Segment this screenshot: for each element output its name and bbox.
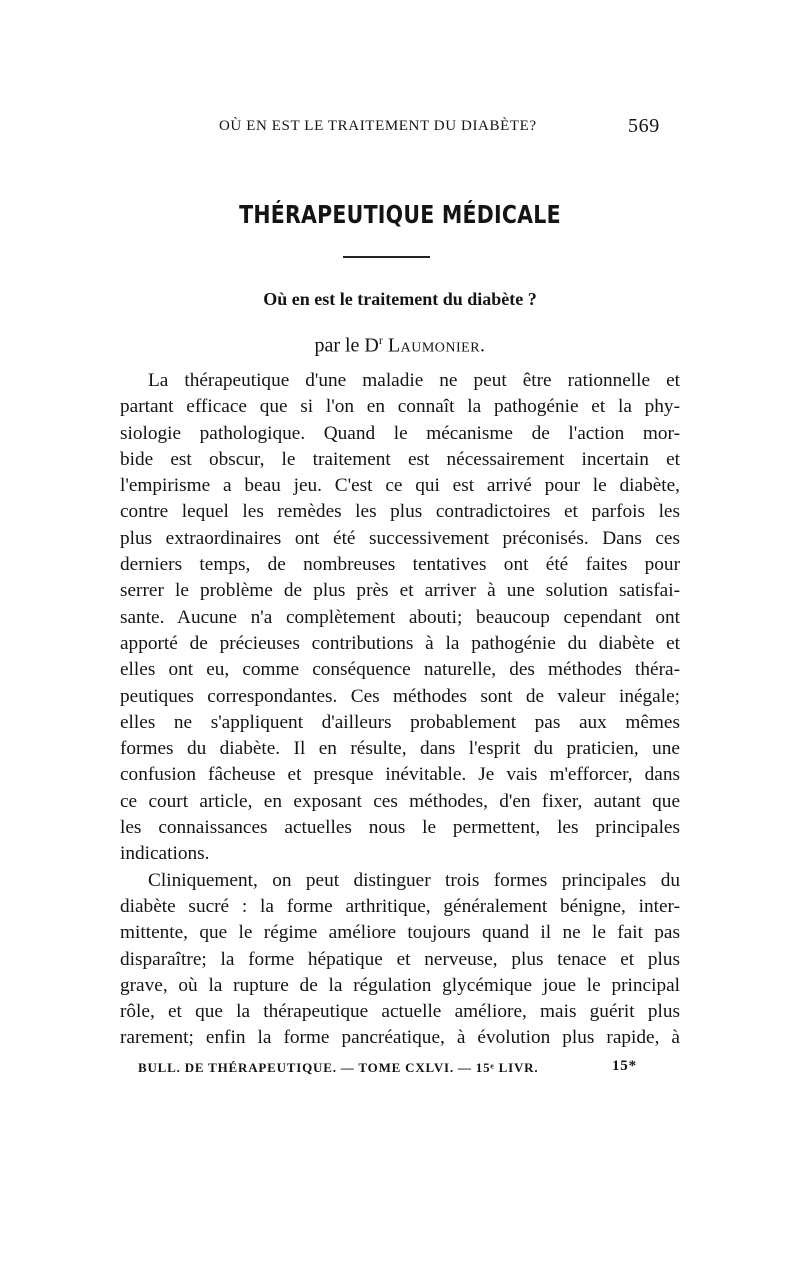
body-line: La thérapeutique d'une maladie ne peut être rationnelle et — [148, 370, 680, 391]
title-rule — [343, 256, 430, 258]
body-line: serrer le problème de plus près et arriver à une solution satisfai- — [120, 580, 680, 602]
body-line: elles ne s'appliquent d'ailleurs probablement pas aux mêmes — [120, 711, 680, 733]
footer — [0, 1060, 800, 1082]
signature-mark: 15* — [612, 1058, 637, 1074]
body-line: ce court article, en exposant ces méthodes, d'en fixer, autant que — [120, 790, 680, 812]
body-line: Cliniquement, on peut distinguer trois formes principales du — [148, 869, 680, 891]
byline-prefix: par le D — [314, 334, 379, 357]
body-line: contre lequel les remèdes les plus contradictoires et parfois les — [120, 501, 680, 523]
byline — [0, 333, 800, 358]
body-line: formes du diabète. Il en résulte, dans l'esprit du praticien, une — [120, 738, 680, 760]
body-line: disparaître; la forme hépatique et nerveuse, plus tenace et plus — [120, 948, 680, 970]
body-line: derniers temps, de nombreuses tentatives ont été faites pour — [120, 554, 680, 576]
body-line: peutiques correspondantes. Ces méthodes sont de valeur inégale; — [120, 685, 680, 707]
body-line: elles ont eu, comme conséquence naturelle, des méthodes théra- — [120, 659, 680, 681]
byline-sup: r — [378, 333, 383, 347]
body-text — [120, 368, 680, 1052]
running-head — [0, 115, 800, 142]
body-line: plus extraordinaires ont été successivement préconisés. Dans ces — [120, 527, 680, 549]
body-line: diabète sucré : la forme arthritique, généralement bénigne, inter- — [120, 895, 680, 917]
body-line: l'empirisme a beau jeu. C'est ce qui est arrivé pour le diabète, — [120, 475, 680, 497]
body-line: bide est obscur, le traitement est nécessairement incertain et — [120, 448, 680, 470]
footer-imprint: BULL. DE THÉRAPEUTIQUE. — TOME CXLVI. — 15ᵉ LIVR. — [138, 1060, 539, 1075]
article-title: Où en est le traitement du diabète ? — [263, 289, 537, 309]
page-number: 569 — [628, 115, 660, 137]
section-title: THÉRAPEUTIQUE MÉDICALE — [239, 200, 561, 229]
body-line: sante. Aucune n'a complètement abouti; beaucoup cependant ont — [120, 606, 680, 628]
body-line: rarement; enfin la forme pancréatique, à évolution plus rapide, à — [120, 1027, 680, 1049]
byline-author: Laumonier. — [387, 334, 486, 357]
body-line: indications. — [120, 843, 210, 865]
body-line: les connaissances actuelles nous le permettent, les principales — [120, 817, 680, 839]
body-line: apporté de précieuses contributions à la pathogénie du diabète et — [120, 632, 680, 654]
body-line: confusion fâcheuse et presque inévitable. Je vais m'efforcer, dans — [120, 764, 680, 786]
body-line: partant efficace que si l'on en connaît la pathogénie et la phy- — [120, 396, 680, 418]
body-line: grave, où la rupture de la régulation glycémique joue le principal — [120, 974, 680, 996]
body-line: siologie pathologique. Quand le mécanisme de l'action mor- — [120, 422, 680, 444]
body-line: rôle, et que la thérapeutique actuelle améliore, mais guérit plus — [120, 1001, 680, 1023]
body-line: mittente, que le régime améliore toujours quand il ne le fait pas — [120, 922, 680, 944]
running-title: OÙ EN EST LE TRAITEMENT DU DIABÈTE? — [219, 118, 537, 134]
